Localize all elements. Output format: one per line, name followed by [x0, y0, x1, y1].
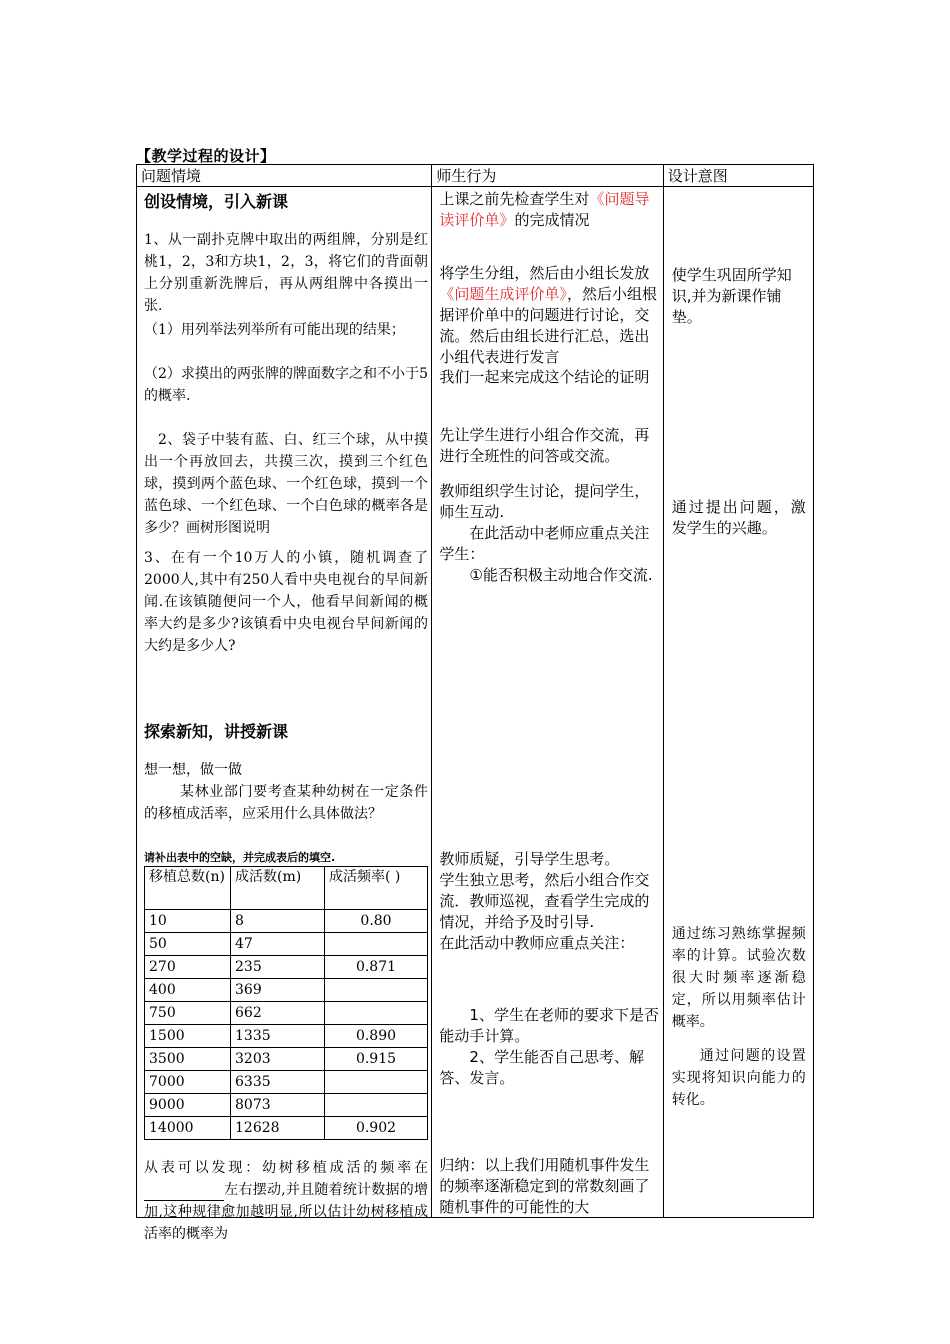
cell-total: 270 — [145, 956, 231, 979]
table-row — [145, 1025, 428, 1048]
table-row — [145, 979, 428, 1002]
header-frequency: 成活频率( ) — [325, 867, 428, 910]
cell-frequency[interactable] — [325, 979, 428, 1002]
behavior-proof: 我们一起来完成这个结论的证明 — [439, 368, 650, 386]
intent-practice: 通过练习熟练掌握频率的计算。试验次数很大时频率逐渐稳定，所以用频率估计概率。 — [671, 926, 806, 1030]
cell-survived: 6335 — [231, 1071, 325, 1094]
table-row — [145, 956, 428, 979]
cell-survived: 12628 — [231, 1117, 325, 1140]
intent-ability: 通过问题的设置实现将知识向能力的转化。 — [671, 1048, 806, 1108]
check-text-end: 的完成情况 — [514, 211, 590, 229]
header-survived: 成活数(m) — [231, 867, 325, 910]
conclusion-part-2: 左右摆动,并且随着统计数据的增加,这种规律愈加越明显,所以估计幼树移植成活率的概率为 — [144, 1182, 428, 1242]
cell-frequency[interactable] — [325, 1002, 428, 1025]
cell-total: 750 — [145, 1002, 231, 1025]
problem-2: 2、袋子中装有蓝、白、红三个球，从中摸出一个再放回去，共摸三次，摸到三个红色球，摸到两个蓝色球、一个红色球，摸到一个蓝色球、一个红色球、一个白色球的概率各是多少？画树形图说明 — [144, 432, 428, 536]
header-total: 移植总数(n) — [145, 867, 231, 910]
cell-total: 14000 — [145, 1117, 231, 1140]
behavior-cell — [432, 187, 663, 1218]
table-row — [145, 1071, 428, 1094]
cell-total: 3500 — [145, 1048, 231, 1071]
cell-frequency[interactable]: 0.80 — [325, 910, 428, 933]
behavior-think: 学生独立思考，然后小组合作交流．教师巡视，查看学生完成的情况，并给予及时引导. — [439, 871, 650, 931]
survival-table-header — [145, 867, 428, 910]
group-text: 将学生分组，然后由小组长发放 — [439, 264, 650, 282]
table-row — [145, 933, 428, 956]
heading-introduce: 创设情境，引入新课 — [144, 192, 289, 211]
cell-survived: 235 — [231, 956, 325, 979]
behavior-check — [439, 189, 661, 231]
check-text: 上课之前先检查学生对 — [439, 190, 590, 208]
table-row — [145, 1048, 428, 1071]
cell-frequency[interactable]: 0.890 — [325, 1025, 428, 1048]
problem-1: 1、从一副扑克牌中取出的两组牌，分别是红桃1，2，3和方块1，2，3，将它们的背面朝上分别重新洗牌后，再从两组牌中各摸出一张. — [144, 232, 428, 314]
cell-total: 50 — [145, 933, 231, 956]
cell-survived: 3203 — [231, 1048, 325, 1071]
cell-frequency[interactable] — [325, 1094, 428, 1117]
table-note: 请补出表中的空缺，并完成表后的填空. — [144, 851, 336, 864]
think-do: 想一想，做一做 — [144, 762, 242, 778]
intent-cell — [663, 187, 813, 1218]
page-title: 【教学过程的设计】 — [136, 147, 276, 165]
cell-total: 1500 — [145, 1025, 231, 1048]
cell-frequency[interactable]: 0.915 — [325, 1048, 428, 1071]
cell-survived: 47 — [231, 933, 325, 956]
cell-total: 10 — [145, 910, 231, 933]
cell-total: 400 — [145, 979, 231, 1002]
cell-frequency[interactable]: 0.871 — [325, 956, 428, 979]
cell-survived: 1335 — [231, 1025, 325, 1048]
cell-total: 7000 — [145, 1071, 231, 1094]
survival-table — [144, 866, 428, 1140]
behavior-focus-item: ①能否积极主动地合作交流. — [469, 566, 653, 584]
cell-survived: 8073 — [231, 1094, 325, 1117]
situation-cell — [137, 187, 432, 1242]
header-behavior: 师生行为 — [432, 165, 663, 187]
cell-frequency[interactable] — [325, 1071, 428, 1094]
problem-1-part-2: （2）求摸出的两张牌的牌面数字之和不小于5的概率. — [144, 366, 428, 404]
heading-explore: 探索新知，讲授新课 — [144, 722, 289, 741]
intent-interest: 通过提出问题，激发学生的兴趣。 — [671, 498, 806, 537]
table-row — [145, 1117, 428, 1140]
table-row — [145, 910, 428, 933]
group-text-end: ，然后小组根据评价单中的问题进行讨论，交流。然后由组长进行汇总，选出小组代表进行发言 — [439, 285, 657, 366]
behavior-focus: 在此活动中老师应重点关注学生： — [439, 524, 650, 563]
behavior-point-2: 2、学生能否自己思考、解答、发言。 — [439, 1048, 644, 1087]
cell-frequency[interactable]: 0.902 — [325, 1117, 428, 1140]
behavior-cooperate: 先让学生进行小组合作交流，再进行全班性的问答或交流。 — [439, 426, 650, 465]
guide-sheet-link: 《问题导读评价单》 — [439, 190, 650, 229]
behavior-summary: 归纳：以上我们用随机事件发生的频率逐渐稳定到的常数刻画了随机事件的可能性的大 — [439, 1156, 650, 1216]
question-sheet-link: 《问题生成评价单》 — [439, 285, 567, 303]
fill-blank[interactable] — [144, 1186, 224, 1201]
header-situation: 问题情境 — [137, 165, 432, 187]
header-intent: 设计意图 — [663, 165, 813, 187]
intent-consolidate: 使学生巩固所学知识,并为新课作铺垫。 — [671, 266, 792, 326]
conclusion-part-1: 从表可以发现：幼树移植成活的频率在 — [144, 1160, 428, 1176]
cell-survived: 369 — [231, 979, 325, 1002]
conclusion-text — [144, 1157, 428, 1245]
behavior-attention: 在此活动中教师应重点关注： — [439, 934, 635, 952]
table-row — [145, 1002, 428, 1025]
cell-survived: 8 — [231, 910, 325, 933]
cell-total: 9000 — [145, 1094, 231, 1117]
cell-frequency[interactable] — [325, 933, 428, 956]
behavior-point-1: 1、学生在老师的要求下是否能动手计算。 — [439, 1006, 659, 1045]
lesson-table — [136, 164, 814, 1242]
cell-survived: 662 — [231, 1002, 325, 1025]
problem-3: 3、在有一个10万人的小镇，随机调查了2000人,其中有250人看中央电视台的早间新闻.在该镇随便问一个人，他看早间新闻的概率大约是多少?该镇看中央电视台早间新闻的大约是多少人? — [144, 550, 428, 654]
content-row — [137, 187, 814, 1218]
forestry-question: 某林业部门要考查某种幼树在一定条件的移植成活率，应采用什么具体做法？ — [144, 784, 428, 822]
header-row — [137, 165, 814, 187]
problem-1-part-1: （1）用列举法列举所有可能出现的结果； — [144, 322, 405, 338]
behavior-question: 教师质疑，引导学生思考。 — [439, 850, 620, 868]
behavior-discuss: 教师组织学生讨论，提问学生，师生互动. — [439, 482, 650, 521]
behavior-group — [439, 263, 661, 368]
table-row — [145, 1094, 428, 1117]
